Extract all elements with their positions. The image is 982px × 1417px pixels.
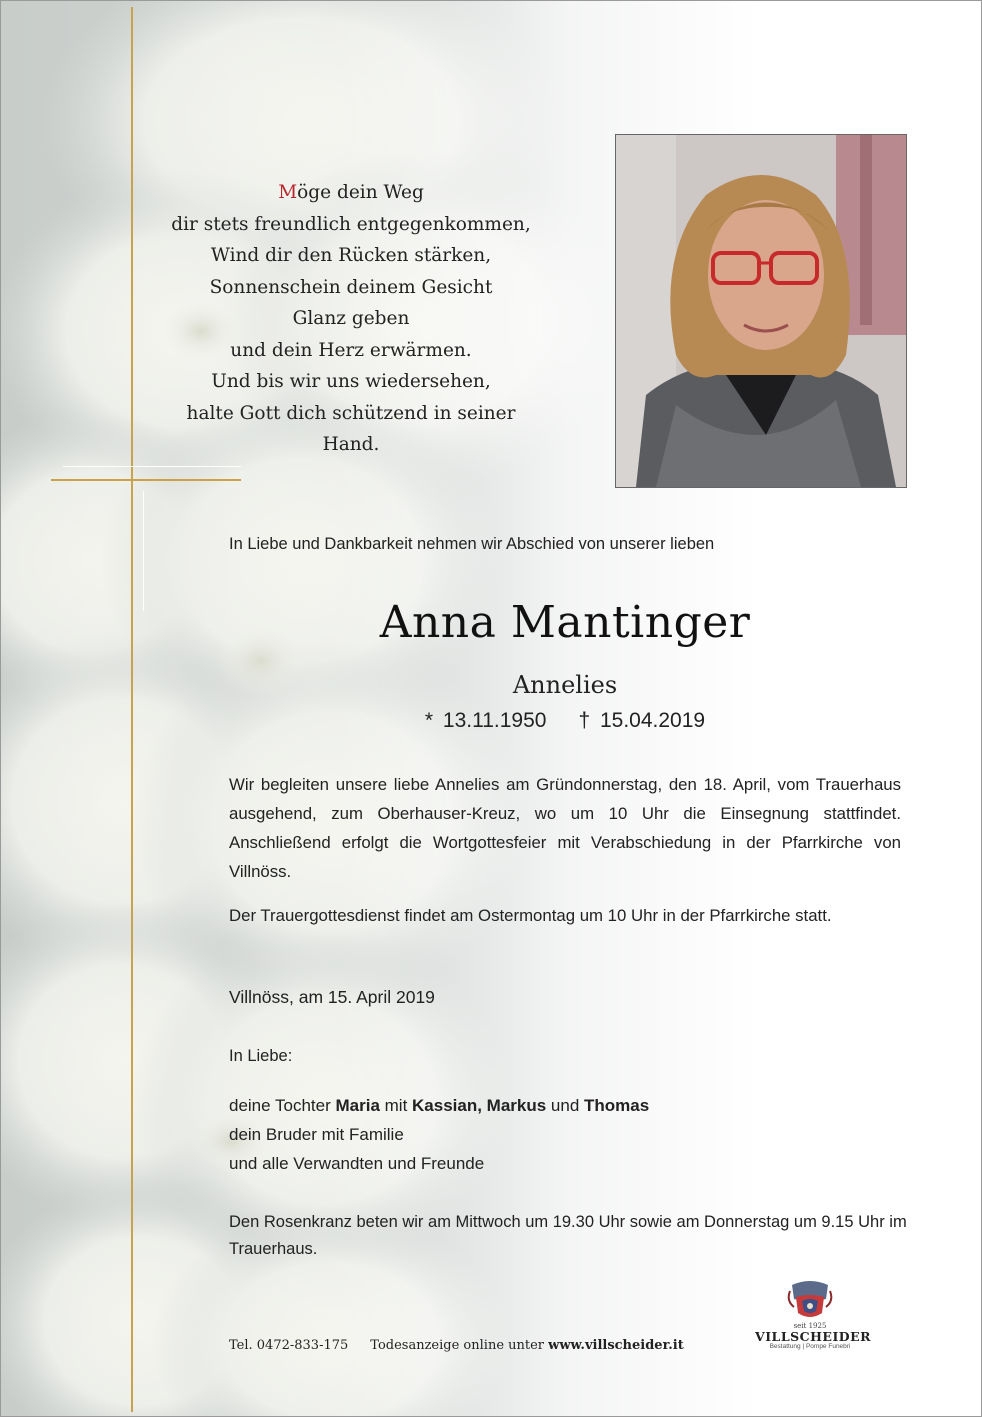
death-date: † 15.04.2019	[578, 709, 706, 732]
poem-first-line-rest: öge dein Weg	[297, 182, 424, 203]
cross-vertical-line	[131, 7, 133, 1412]
deceased-nickname: Annelies	[512, 671, 618, 699]
life-dates	[229, 709, 901, 733]
poem-first-letter: M	[278, 182, 298, 203]
cross-white-vertical-line	[143, 491, 144, 611]
mourner-name: Thomas	[584, 1096, 650, 1115]
intro-text: In Liebe und Dankbarkeit nehmen wir Abschied von unserer lieben	[229, 535, 715, 553]
poem-line: Und bis wir uns wiedersehen,	[211, 371, 491, 392]
mourners-text: deine Tochter	[229, 1096, 336, 1115]
footer-online-label: Todesanzeige online unter	[370, 1338, 549, 1353]
cross-horizontal-line	[51, 479, 241, 481]
place-date: Villnöss, am 15. April 2019	[229, 987, 435, 1007]
funeral-paragraph: Wir begleiten unsere liebe Annelies am Gründonnerstag, den 18. April, vom Trauerhaus ausgehend, zum Oberhauser-Kreuz, wo um 10 Uhr die Einsegnung stattfindet. Anschließend erfolgt die Wortgottesfeier mit Verabschiedung in der Pfarrkirche von Villnöss.	[229, 775, 901, 881]
poem-line: Sonnenschein deinem Gesicht	[209, 276, 493, 298]
mourner-name: Kassian, Markus	[412, 1096, 547, 1115]
mass-paragraph: Der Trauergottesdienst findet am Ostermontag um 10 Uhr in der Pfarrkirche statt.	[229, 906, 832, 925]
rosary-notice: Den Rosenkranz beten wir am Mittwoch um 19.30 Uhr sowie am Donnerstag um 9.15 Uhr im Trauerhaus.	[229, 1213, 907, 1258]
cross-white-horizontal-line	[63, 466, 241, 467]
poem-line	[171, 177, 531, 209]
in-liebe-label: In Liebe:	[229, 1047, 293, 1065]
poem	[171, 177, 531, 461]
deceased-name: Anna Mantinger	[379, 597, 751, 648]
mourners-line	[229, 1091, 649, 1120]
portrait-photo	[615, 134, 907, 488]
mourner-name: Maria	[335, 1096, 380, 1115]
poem-line: Glanz geben	[292, 308, 410, 329]
logo-since: seit 1925	[793, 1322, 827, 1330]
mourners-text: mit	[379, 1096, 413, 1115]
footer	[229, 1338, 684, 1353]
mourners-text: und	[546, 1096, 585, 1115]
villscheider-logo	[755, 1277, 872, 1369]
mourners-list	[229, 1091, 649, 1178]
logo-brand: VILLSCHEIDER	[755, 1329, 872, 1344]
poem-line: halte Gott dich schützend in seiner Hand.	[186, 402, 516, 455]
poem-line: dir stets freundlich entgegenkommen,	[171, 213, 531, 235]
logo-tagline: Bestattung | Pompe Funebri	[769, 1343, 851, 1350]
footer-phone: Tel. 0472-833-175	[229, 1338, 349, 1353]
poem-line: und dein Herz erwärmen.	[230, 339, 472, 361]
coat-of-arms-icon	[786, 1277, 834, 1321]
poem-line: Wind dir den Rücken stärken,	[210, 245, 492, 266]
footer-url-link[interactable]: www.villscheider.it	[548, 1338, 684, 1353]
mourners-line: dein Bruder mit Familie	[229, 1125, 404, 1144]
birth-date: * 13.11.1950	[424, 709, 547, 732]
mourners-line: und alle Verwandten und Freunde	[229, 1154, 485, 1173]
